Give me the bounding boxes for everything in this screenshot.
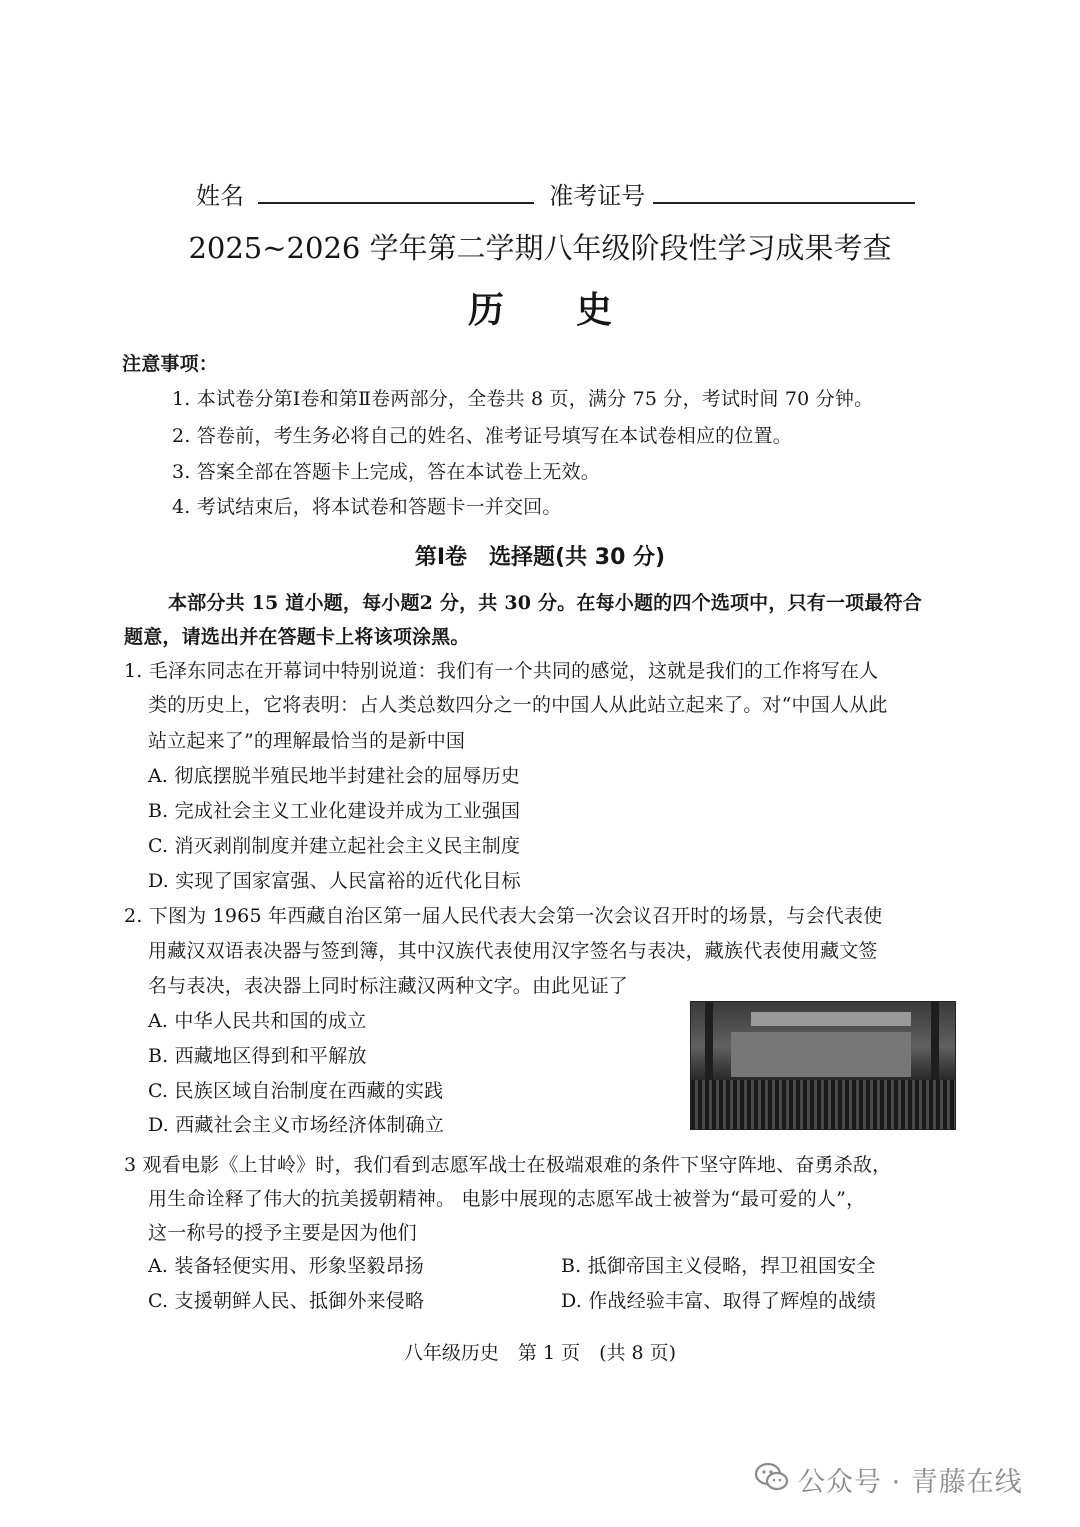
notice-item-1: 1. 本试卷分第Ⅰ卷和第Ⅱ卷两部分，全卷共 8 页，满分 75 分，考试时间 70 分钟。 (172, 388, 874, 410)
question-3-stem-line-2: 用生命诠释了伟大的抗美援朝精神。 电影中展现的志愿军战士被誉为“最可爱的人”， (148, 1188, 866, 1210)
notice-heading: 注意事项： (122, 353, 219, 375)
question-2-stem-line-3: 名与表决，表决器上同时标注藏汉两种文字。由此见证了 (148, 975, 629, 997)
question-2-photo (690, 1001, 956, 1130)
notice-item-3: 3. 答案全部在答题卡上完成，答在本试卷上无效。 (172, 461, 600, 483)
notice-item-4: 4. 考试结束后，将本试卷和答题卡一并交回。 (172, 496, 562, 518)
question-1-stem-line-2: 类的历史上，它将表明：占人类总数四分之一的中国人从此站立起来了。对“中国人从此 (148, 694, 888, 716)
section-instructions-line-2: 题意，请选出并在答题卡上将该项涂黑。 (124, 626, 470, 648)
question-1-option-b: B. 完成社会主义工业化建设并成为工业强国 (148, 800, 521, 822)
wechat-icon (755, 1462, 789, 1492)
question-2-option-c: C. 民族区域自治制度在西藏的实践 (148, 1080, 444, 1102)
page-footer: 八年级历史 第 1 页 (共 8 页) (403, 1342, 677, 1364)
question-1-option-a: A. 彻底摆脱半殖民地半封建社会的屈辱历史 (148, 765, 521, 787)
question-1-option-d: D. 实现了国家富强、人民富裕的近代化目标 (148, 870, 521, 892)
section-title: 第Ⅰ卷 选择题(共 30 分) (414, 545, 666, 570)
question-2-stem-line-2: 用藏汉双语表决器与签到簿，其中汉族代表使用汉字签名与表决，藏族代表使用藏文签 (148, 940, 878, 962)
notice-item-2: 2. 答卷前，考生务必将自己的姓名、准考证号填写在本试卷相应的位置。 (172, 425, 792, 447)
watermark-text: 公众号 · 青藤在线 (798, 1467, 1023, 1498)
question-3-stem-line-3: 这一称号的授予主要是因为他们 (148, 1222, 417, 1244)
exam-id-label: 准考证号 (549, 182, 646, 210)
question-2-option-a: A. 中华人民共和国的成立 (148, 1010, 367, 1032)
question-3-option-b: B. 抵御帝国主义侵略，捍卫祖国安全 (561, 1255, 876, 1277)
question-2-option-b: B. 西藏地区得到和平解放 (148, 1045, 367, 1067)
exam-id-blank (653, 180, 915, 204)
section-instructions-line-1: 本部分共 15 道小题，每小题2 分，共 30 分。在每小题的四个选项中，只有一项最符合 (168, 592, 922, 614)
question-3-option-d: D. 作战经验丰富、取得了辉煌的战绩 (561, 1290, 877, 1312)
question-2-option-d: D. 西藏社会主义市场经济体制确立 (148, 1114, 445, 1136)
name-label: 姓名 (196, 182, 244, 210)
question-1-stem-line-3: 站立起来了”的理解最恰当的是新中国 (148, 730, 466, 752)
question-1-option-c: C. 消灭剥削制度并建立起社会主义民主制度 (148, 835, 521, 857)
question-3-option-a: A. 装备轻便实用、形象坚毅昂扬 (148, 1255, 425, 1277)
name-field-row (196, 176, 915, 211)
question-2-stem-line-1: 2. 下图为 1965 年西藏自治区第一届人民代表大会第一次会议召开时的场景，与会代表使 (124, 905, 883, 927)
question-3-stem-line-1: 3 观看电影《上甘岭》时，我们看到志愿军战士在极端艰难的条件下坚守阵地、奋勇杀敌， (124, 1154, 892, 1176)
photo-stage (731, 1032, 911, 1077)
exam-title: 2025~2026 学年第二学期八年级阶段性学习成果考查 (188, 231, 892, 265)
photo-banner (751, 1012, 911, 1026)
question-1-stem-line-1: 1. 毛泽东同志在开幕词中特别说道：我们有一个共同的感觉，这就是我们的工作将写在人 (124, 660, 879, 682)
name-blank (258, 180, 534, 204)
question-3-option-c: C. 支援朝鲜人民、抵御外来侵略 (148, 1290, 425, 1312)
subject-title: 历 史 (467, 289, 612, 331)
photo-crowd (691, 1080, 955, 1129)
